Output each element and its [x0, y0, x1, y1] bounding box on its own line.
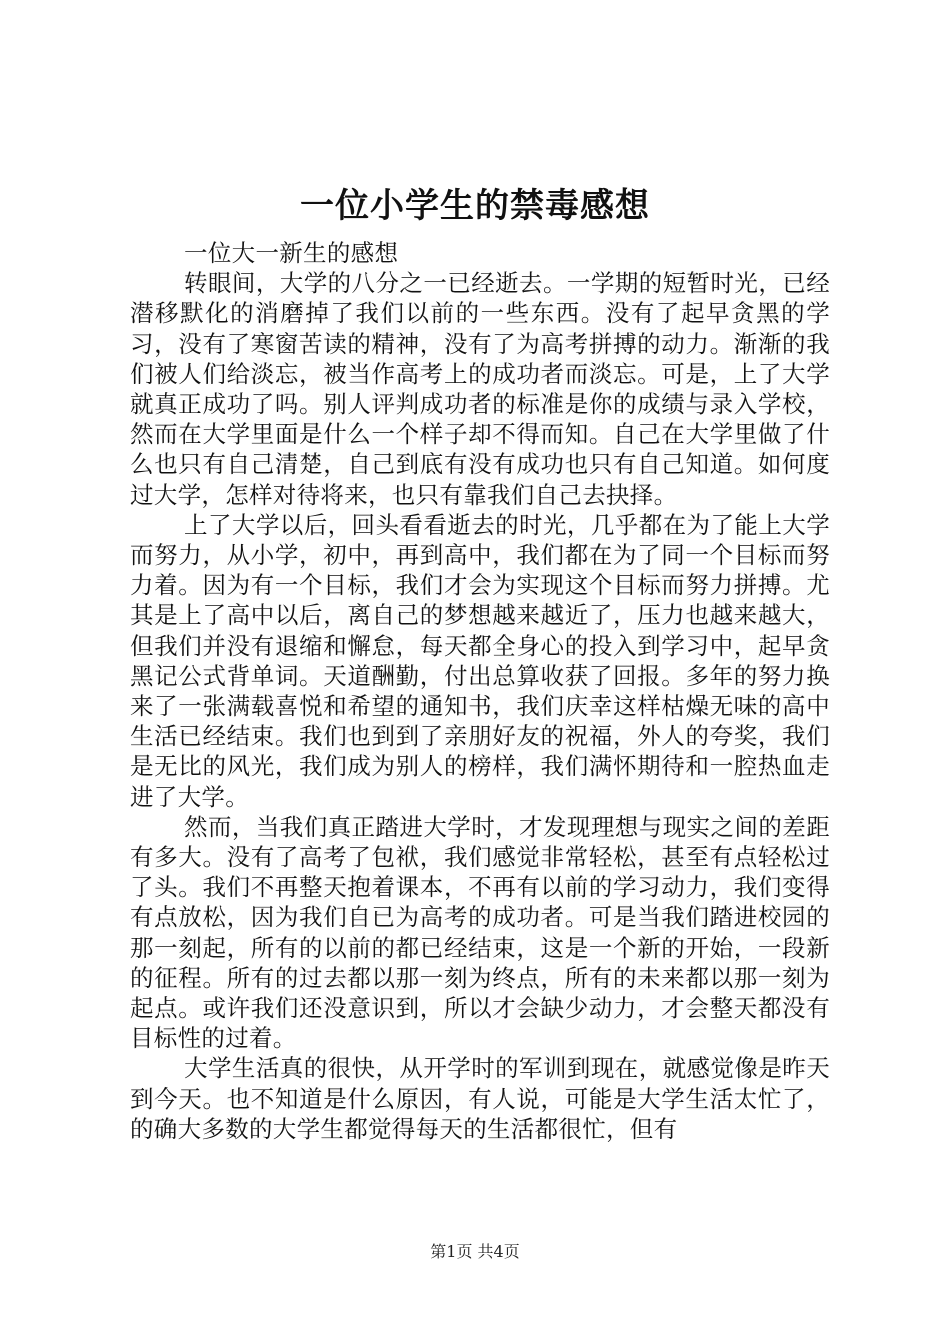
paragraph: 上了大学以后，回头看看逝去的时光，几乎都在为了能上大学而努力，从小学，初中，再到高中，我们都在为了同一个目标而努力着。因为有一个目标，我们才会为实现这个目标而努力拼搏。尤其是上了高中以后，离自己的梦想越来越近了，压力也越来越大，但我们并没有退缩和懈怠，每天都全身心的投入到学习中，起早贪黑记公式背单词。天道酬勤，付出总算收获了回报。多年的努力换来了一张满载喜悦和希望的通知书，我们庆幸这样枯燥无味的高中生活已经结束。我们也到到了亲朋好友的祝福，外人的夸奖，我们是无比的风光，我们成为别人的榜样，我们满怀期待和一腔热血走进了大学。: [130, 510, 830, 811]
subtitle-line: 一位大一新生的感想: [184, 239, 399, 267]
document-body: [130, 238, 830, 1144]
paragraph: 转眼间，大学的八分之一已经逝去。一学期的短暂时光，已经潜移默化的消磨掉了我们以前的一些东西。没有了起早贪黑的学习，没有了寒窗苦读的精神，没有了为高考拼搏的动力。渐渐的我们被人们给淡忘，被当作高考上的成功者而淡忘。可是，上了大学就真正成功了吗。别人评判成功者的标准是你的成绩与录入学校，然而在大学里面是什么一个样子却不得而知。自己在大学里做了什么也只有自己清楚，自己到底有没有成功也只有自己知道。如何度过大学，怎样对待将来，也只有靠我们自己去抉择。: [130, 269, 830, 509]
document-title: 一位小学生的禁毒感想: [300, 186, 650, 226]
paragraph: 大学生活真的很快，从开学时的军训到现在，就感觉像是昨天到今天。也不知道是什么原因，有人说，可能是大学生活太忙了，的确大多数的大学生都觉得每天的生活都很忙，但有: [130, 1054, 830, 1143]
paragraph: 然而，当我们真正踏进大学时，才发现理想与现实之间的差距有多大。没有了高考了包袱，我们感觉非常轻松，甚至有点轻松过了头。我们不再整天抱着课本，不再有以前的学习动力，我们变得有点放松，因为我们自已为高考的成功者。可是当我们踏进校园的那一刻起，所有的以前的都已经结束，这是一个新的开始，一段新的征程。所有的过去都以那一刻为终点，所有的未来都以那一刻为起点。或许我们还没意识到，所以才会缺少动力，才会整天都没有目标性的过着。: [130, 812, 830, 1053]
page-footer: 第1页 共4页: [430, 1242, 520, 1261]
